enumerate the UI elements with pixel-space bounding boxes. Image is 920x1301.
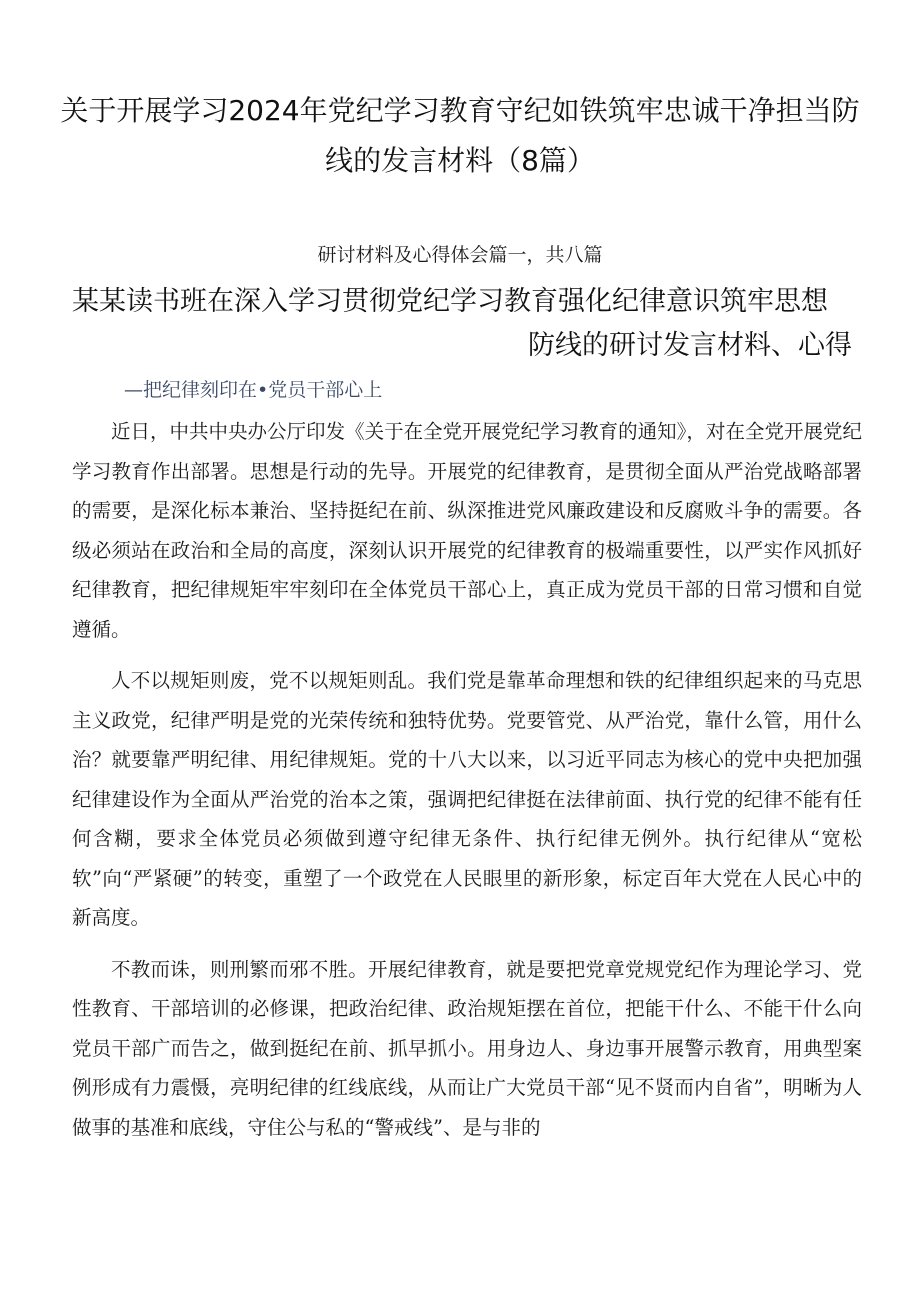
body-paragraph-1: 近日，中共中央办公厅印发《关于在全党开展党纪学习教育的通知》，对在全党开展党纪学习教育作出部署。思想是行动的先导。开展党的纪律教育，是贯彻全面从严治党战略部署的需要，是深化标本兼治、坚持挺纪在前、纵深推进党风廉政建设和反腐败斗争的需要。各级必须站在政治和全局的高度，深刻认识开展党的纪律教育的极端重要性，以严实作风抓好纪律教育，把纪律规矩牢牢刻印在全体党员干部心上，真正成为党员干部的日常习惯和自觉遵循。 [72,420,862,641]
article-subtitle: —把纪律刻印在•党员干部心上 [124,379,383,401]
article-title-line-1: 某某读书班在深入学习贯彻党纪学习教育强化纪律意识筑牢思想 [72,286,828,317]
article-title [52,280,872,368]
body-paragraph-2: 人不以规矩则废，党不以规矩则乱。我们党是靠革命理想和铁的纪律组织起来的马克思主义政党，纪律严明是党的光荣传统和独特优势。党要管党、从严治党，靠什么管，用什么治？就要靠严明纪律、用纪律规矩。党的十八大以来，以习近平同志为核心的党中央把加强纪律建设作为全面从严治党的治本之策，强调把纪律挺在法律前面、执行党的纪律不能有任何含糊，要求全体党员必须做到遵守纪律无条件、执行纪律无例外。执行纪律从“宽松软”向“严紧硬”的转变，重塑了一个政党在人民眼里的新形象，标定百年大党在人民心中的新高度。 [72,669,862,929]
article-body [72,412,862,1159]
body-paragraph-3: 不教而诛，则刑繁而邪不胜。开展纪律教育，就是要把党章党规党纪作为理论学习、党性教育、干部培训的必修课，把政治纪律、政治规矩摆在首位，把能干什么、不能干什么向党员干部广而告之，做到挺纪在前、抓早抓小。用身边人、身边事开展警示教育，用典型案例形成有力震慑，亮明纪律的红线底线，从而让广大党员干部“见不贤而内自省”，明晰为人做事的基准和底线，守住公与私的“警戒线”、是与非的 [72,957,862,1139]
document-title-line-1: 关于开展学习2024年党纪学习教育守纪如铁筑牢忠诚干净担当防 [60,94,860,127]
document-title [40,86,880,186]
article-title-line-2: 防线的研讨发言材料、心得 [528,330,852,361]
document-title-line-2: 线的发言材料（8篇） [325,144,595,177]
section-label: 研讨材料及心得体会篇一，共八篇 [317,244,603,266]
